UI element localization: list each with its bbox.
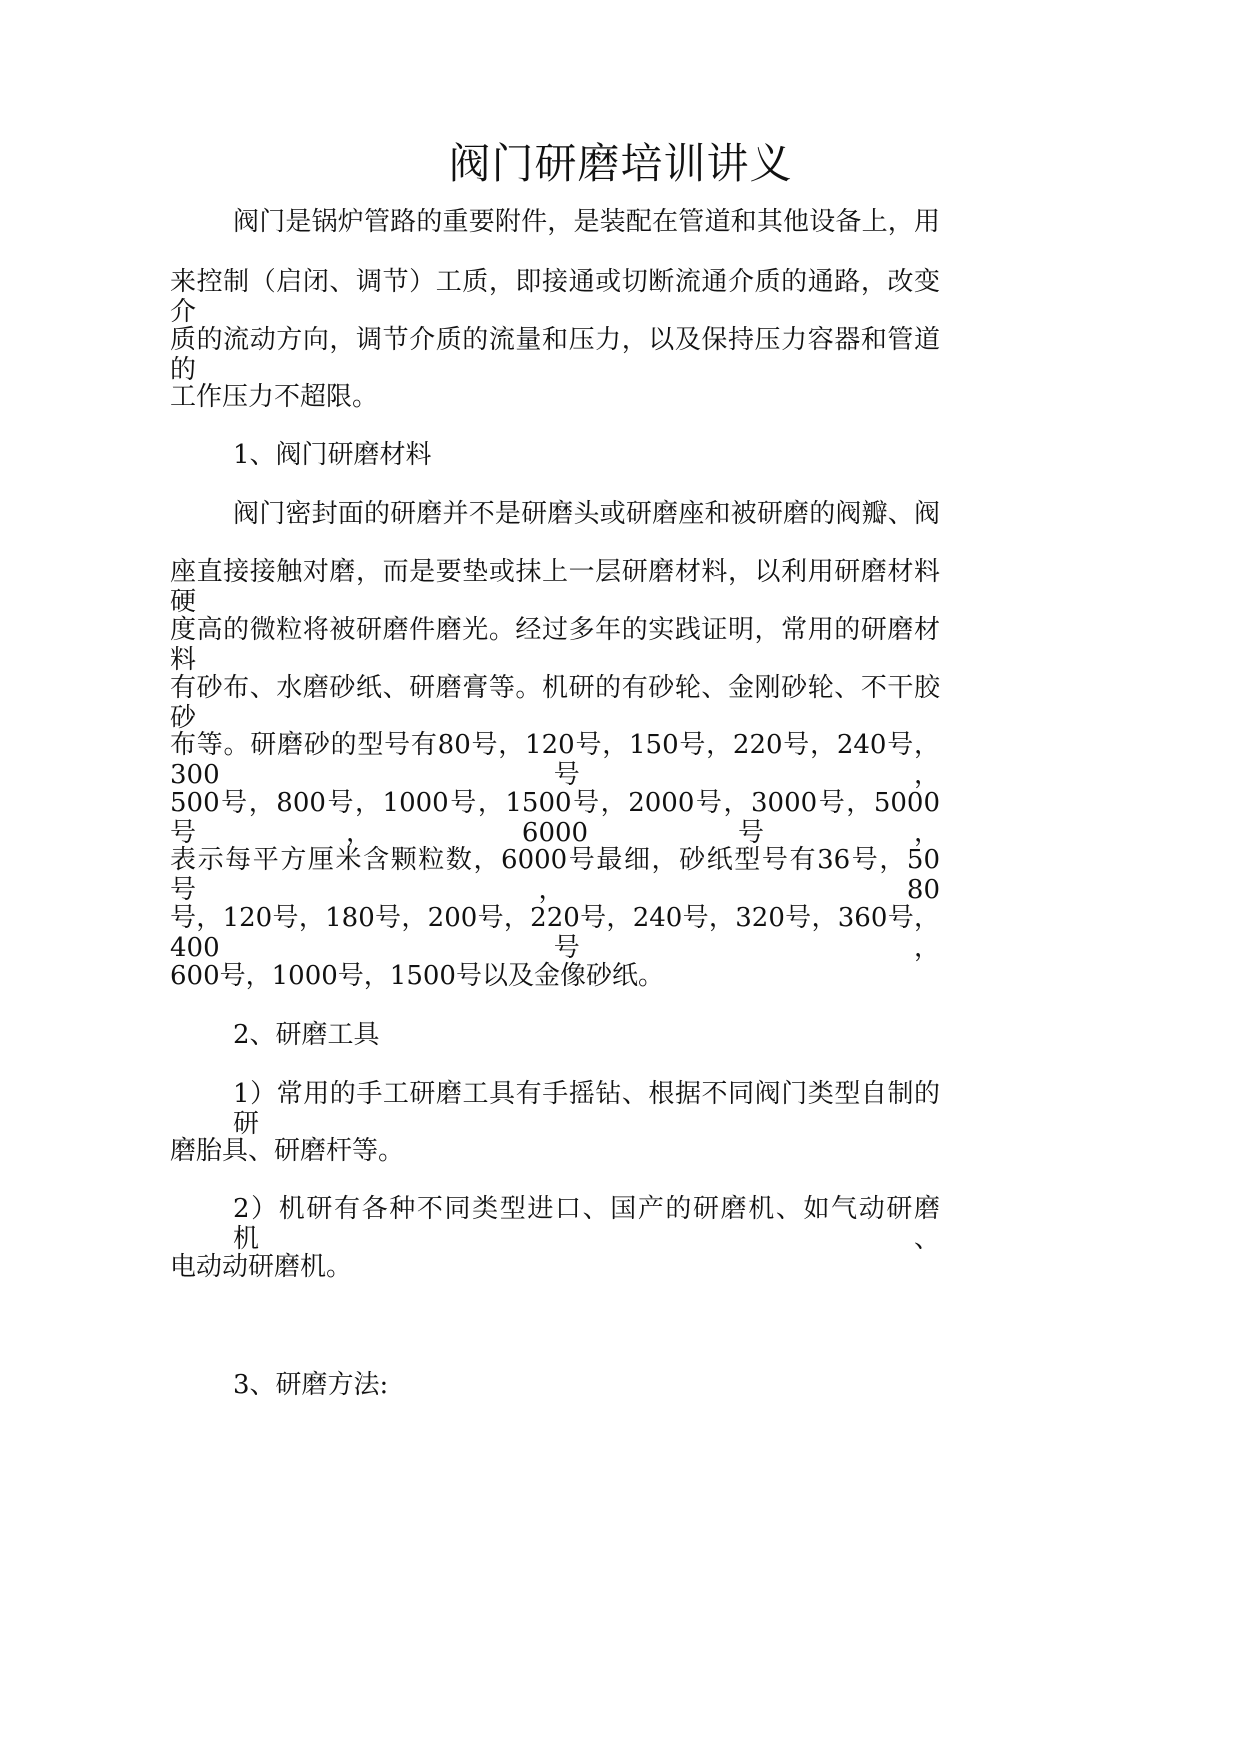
text-line: 磨胎具、研磨杆等。 bbox=[170, 1136, 405, 1166]
text-line: 1、阀门研磨材料 bbox=[233, 440, 432, 470]
text-line: 工作压力不超限。 bbox=[170, 382, 379, 412]
text-line: 阀门是锅炉管路的重要附件，是装配在管道和其他设备上，用 bbox=[233, 207, 940, 237]
text-line: 布等。研磨砂的型号有80号，120号，150号，220号，240号，300号， bbox=[170, 730, 940, 790]
text-line: 质的流动方向，调节介质的流量和压力，以及保持压力容器和管道的 bbox=[170, 325, 940, 385]
text-line: 600号，1000号，1500号以及金像砂纸。 bbox=[170, 961, 664, 991]
text-line: 座直接接触对磨，而是要垫或抹上一层研磨材料，以利用研磨材料硬 bbox=[170, 557, 940, 617]
text-line: 2）机研有各种不同类型进口、国产的研磨机、如气动研磨机、 bbox=[233, 1194, 940, 1254]
text-line: 度高的微粒将被研磨件磨光。经过多年的实践证明，常用的研磨材料 bbox=[170, 615, 940, 675]
text-line: 500号，800号，1000号，1500号，2000号，3000号，5000号，6000号， bbox=[170, 788, 940, 848]
text-line: 号，120号，180号，200号，220号，240号，320号，360号，400号， bbox=[170, 903, 940, 963]
text-line: 2、研磨工具 bbox=[233, 1020, 380, 1050]
text-line: 表示每平方厘米含颗粒数，6000号最细，砂纸型号有36号，50号，80 bbox=[170, 845, 940, 905]
text-line: 1）常用的手工研磨工具有手摇钻、根据不同阀门类型自制的研 bbox=[233, 1079, 940, 1139]
text-line: 电动动研磨机。 bbox=[170, 1252, 353, 1282]
text-line: 有砂布、水磨砂纸、研磨膏等。机研的有砂轮、金刚砂轮、不干胶砂 bbox=[170, 673, 940, 733]
text-line: 3、研磨方法: bbox=[233, 1370, 389, 1400]
text-line: 阀门密封面的研磨并不是研磨头或研磨座和被研磨的阀瓣、阀 bbox=[233, 499, 940, 529]
text-line: 来控制（启闭、调节）工质，即接通或切断流通介质的通路，改变介 bbox=[170, 267, 940, 327]
document-title: 阀门研磨培训讲义 bbox=[448, 139, 793, 188]
